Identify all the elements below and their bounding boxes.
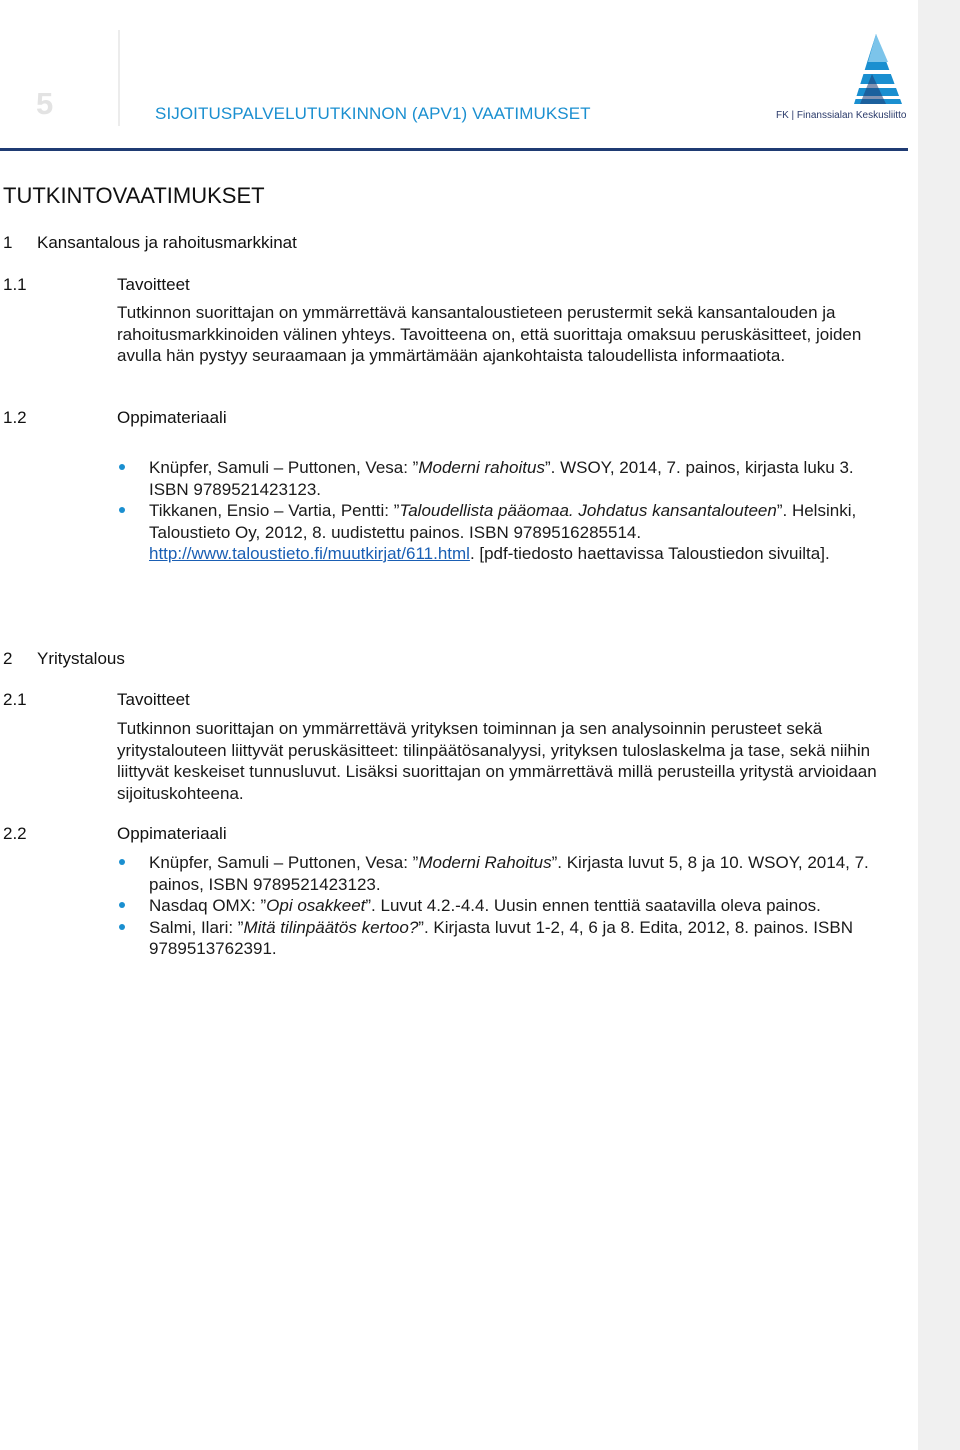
section-title: Yritystalous (37, 649, 125, 668)
subsection-heading (3, 275, 190, 295)
subsection-title: Tavoitteet (117, 275, 190, 294)
section-number: 2 (3, 649, 13, 668)
reference-title: Moderni Rahoitus (418, 853, 552, 872)
reference-list (117, 457, 897, 565)
reference-item: Knüpfer, Samuli – Puttonen, Vesa: ”Moderni Rahoitus”. Kirjasta luvut 5, 8 ja 10. WSOY, 2014, 7. painos, ISBN 9789521423123. (117, 852, 897, 895)
subsection-number: 2.1 (3, 690, 27, 709)
reference-item: Salmi, Ilari: ”Mitä tilinpäätös kertoo?”. Kirjasta luvut 1-2, 4, 6 ja 8. Edita, 2012, 8. painos. ISBN 9789513762391. (117, 917, 897, 960)
header-title: SIJOITUSPALVELUTUTKINNON (APV1) VAATIMUKSET (155, 104, 591, 123)
goals-paragraph: Tutkinnon suorittajan on ymmärrettävä yrityksen toiminnan ja sen analysoinnin perusteet sekä yritystalouteen liittyvät peruskäsitteet: tilinpäätösanalyysi, yrityksen tuloslaskelma ja tase, sekä niihin liittyvät keskeiset tunnusluvut. Lisäksi suorittajan on ymmärrettävä millä perusteilla yritystä arvioidaan sijoituskohteena. (117, 719, 877, 803)
reference-item: Tikkanen, Ensio – Vartia, Pentti: ”Taloudellista pääomaa. Johdatus kansantalouteen”. Helsinki, Taloustieto Oy, 2012, 8. uudistettu painos. ISBN 9789516285514. http://www.taloustieto.fi/muutkirjat/611.html. [pdf-tiedosto haettavissa Taloustiedon sivuilta]. (117, 500, 897, 565)
subsection-number: 1.2 (3, 408, 27, 427)
reference-title: Opi osakkeet (266, 896, 366, 915)
section-number: 1 (3, 233, 13, 252)
subsection-heading (3, 824, 227, 844)
reference-item: Knüpfer, Samuli – Puttonen, Vesa: ”Moderni rahoitus”. WSOY, 2014, 7. painos, kirjasta luku 3. ISBN 9789521423123. (117, 457, 897, 500)
header-rule (0, 148, 908, 151)
section-title: Kansantalous ja rahoitusmarkkinat (37, 233, 297, 252)
subsection-title: Tavoitteet (117, 690, 190, 709)
reference-title: Moderni rahoitus (418, 458, 545, 477)
fk-logo-icon (776, 32, 910, 110)
header-divider (118, 30, 120, 126)
reference-title: Taloudellista pääomaa. Johdatus kansantalouteen (399, 501, 777, 520)
page-margin-strip (918, 0, 960, 1450)
reference-list (117, 852, 897, 960)
section-heading (3, 233, 297, 253)
subsection-heading (3, 690, 190, 710)
subsection-number: 2.2 (3, 824, 27, 843)
goals-paragraph: Tutkinnon suorittajan on ymmärrettävä kansantaloustieteen perustermit sekä kansantalouden ja rahoitusmarkkinoiden välinen yhteys. Tavoitteena on, että suorittaja omaksuu peruskäsitteet, joiden avulla hän pystyy seuraamaan ja ymmärtämään ajankohtaista taloudellista informaatiota. (117, 303, 862, 365)
reference-link[interactable]: http://www.taloustieto.fi/muutkirjat/611.html (149, 544, 470, 563)
page-number: 5 (36, 86, 54, 121)
fk-logo (776, 32, 910, 128)
reference-item: Nasdaq OMX: ”Opi osakkeet”. Luvut 4.2.-4.4. Uusin ennen tenttiä saatavilla oleva painos. (117, 895, 897, 917)
subsection-title: Oppimateriaali (117, 824, 227, 843)
subsection-heading (3, 408, 227, 428)
logo-text: FK | Finanssialan Keskusliitto (776, 110, 907, 121)
reference-title: Mitä tilinpäätös kertoo? (243, 917, 419, 937)
section-heading (3, 649, 125, 669)
subsection-number: 1.1 (3, 275, 27, 294)
subsection-title: Oppimateriaali (117, 408, 227, 427)
document-title: TUTKINTOVAATIMUKSET (3, 183, 265, 208)
